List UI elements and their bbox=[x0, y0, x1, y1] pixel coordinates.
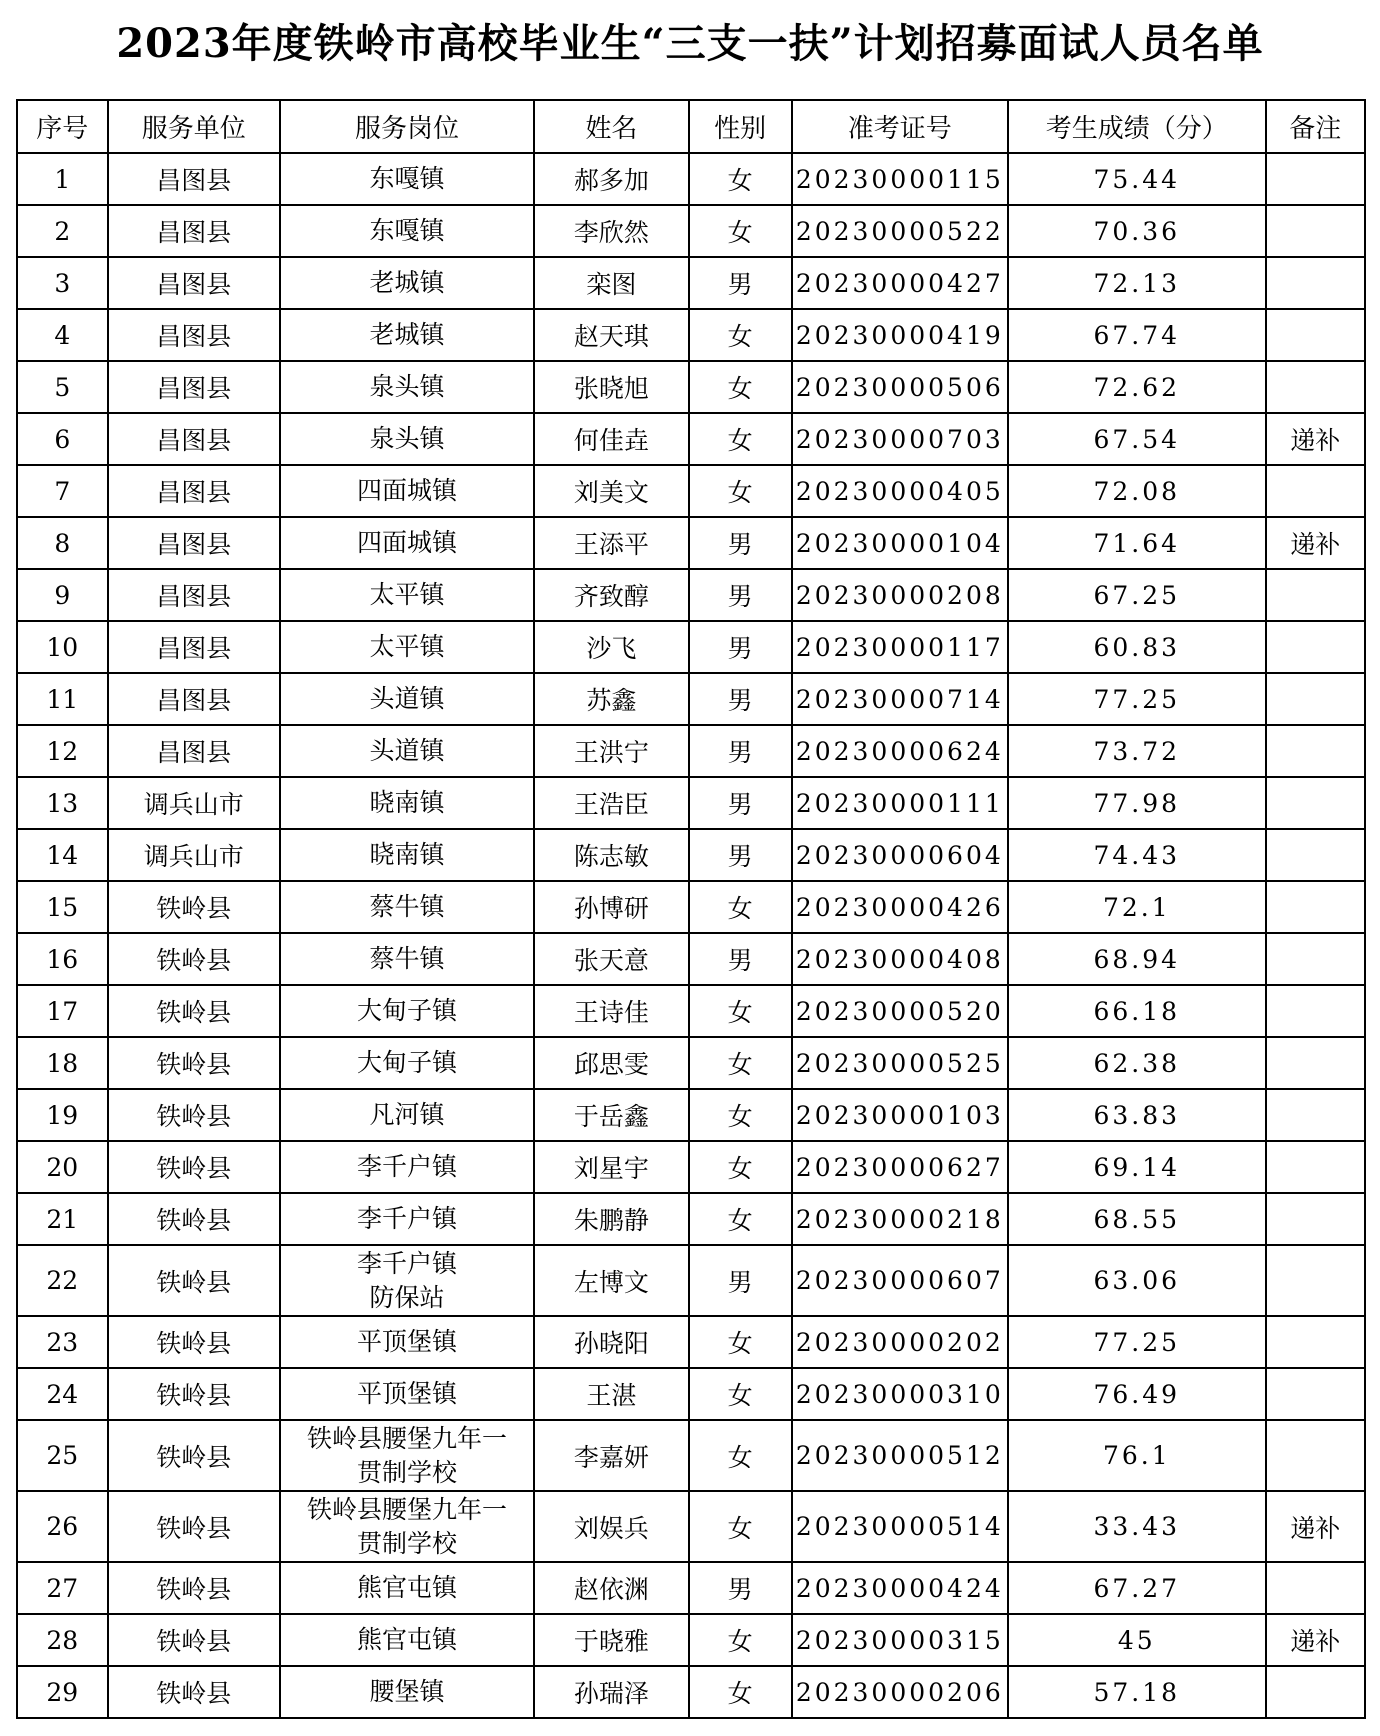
cell-gender: 女 bbox=[689, 1089, 792, 1141]
cell-score: 33.43 bbox=[1008, 1491, 1265, 1562]
cell-note bbox=[1266, 205, 1365, 257]
cell-name: 栾图 bbox=[534, 257, 689, 309]
cell-post: 太平镇 bbox=[280, 621, 534, 673]
cell-exam-no: 20230000604 bbox=[792, 829, 1009, 881]
cell-exam-no: 20230000426 bbox=[792, 881, 1009, 933]
cell-note bbox=[1266, 1368, 1365, 1420]
cell-exam-no: 20230000315 bbox=[792, 1614, 1009, 1666]
table-row bbox=[17, 361, 1365, 413]
cell-exam-no: 20230000514 bbox=[792, 1491, 1009, 1562]
cell-gender: 女 bbox=[689, 465, 792, 517]
header-row bbox=[17, 100, 1365, 153]
cell-score: 72.62 bbox=[1008, 361, 1265, 413]
cell-unit: 铁岭县 bbox=[108, 1491, 280, 1562]
header-exam-no: 准考证号 bbox=[792, 100, 1009, 153]
cell-post: 老城镇 bbox=[280, 309, 534, 361]
cell-unit: 铁岭县 bbox=[108, 881, 280, 933]
page-title: 2023年度铁岭市高校毕业生“三支一扶”计划招募面试人员名单 bbox=[116, 20, 1264, 67]
cell-unit: 昌图县 bbox=[108, 621, 280, 673]
cell-seq: 12 bbox=[17, 725, 108, 777]
cell-unit: 铁岭县 bbox=[108, 1368, 280, 1420]
cell-unit: 铁岭县 bbox=[108, 1562, 280, 1614]
cell-exam-no: 20230000310 bbox=[792, 1368, 1009, 1420]
cell-name: 赵天琪 bbox=[534, 309, 689, 361]
cell-name: 刘娱兵 bbox=[534, 1491, 689, 1562]
cell-note bbox=[1266, 569, 1365, 621]
cell-note bbox=[1266, 465, 1365, 517]
cell-score: 77.25 bbox=[1008, 1316, 1265, 1368]
cell-exam-no: 20230000512 bbox=[792, 1420, 1009, 1491]
cell-score: 68.94 bbox=[1008, 933, 1265, 985]
cell-name: 沙飞 bbox=[534, 621, 689, 673]
cell-unit: 昌图县 bbox=[108, 257, 280, 309]
cell-name: 王洪宁 bbox=[534, 725, 689, 777]
cell-note: 递补 bbox=[1266, 1614, 1365, 1666]
cell-unit: 铁岭县 bbox=[108, 1420, 280, 1491]
cell-gender: 女 bbox=[689, 309, 792, 361]
cell-name: 何佳垚 bbox=[534, 413, 689, 465]
post-line-1: 铁岭县腰堡九年一 bbox=[307, 1494, 508, 1524]
cell-note bbox=[1266, 153, 1365, 205]
cell-gender: 男 bbox=[689, 933, 792, 985]
header-seq: 序号 bbox=[17, 100, 108, 153]
cell-note bbox=[1266, 1245, 1365, 1316]
cell-score: 67.25 bbox=[1008, 569, 1265, 621]
cell-note bbox=[1266, 1037, 1365, 1089]
cell-gender: 男 bbox=[689, 673, 792, 725]
cell-post: 熊官屯镇 bbox=[280, 1562, 534, 1614]
table-row bbox=[17, 1193, 1365, 1245]
post-line-2: 贯制学校 bbox=[357, 1528, 458, 1558]
cell-post: 大甸子镇 bbox=[280, 985, 534, 1037]
cell-gender: 女 bbox=[689, 881, 792, 933]
cell-seq: 27 bbox=[17, 1562, 108, 1614]
cell-score: 72.08 bbox=[1008, 465, 1265, 517]
table-row bbox=[17, 621, 1365, 673]
cell-seq: 2 bbox=[17, 205, 108, 257]
cell-post bbox=[280, 1245, 534, 1316]
cell-name: 王湛 bbox=[534, 1368, 689, 1420]
cell-exam-no: 20230000506 bbox=[792, 361, 1009, 413]
cell-post: 晓南镇 bbox=[280, 829, 534, 881]
cell-name: 朱鹏静 bbox=[534, 1193, 689, 1245]
cell-name: 张晓旭 bbox=[534, 361, 689, 413]
cell-note: 递补 bbox=[1266, 413, 1365, 465]
cell-gender: 女 bbox=[689, 413, 792, 465]
table-row bbox=[17, 309, 1365, 361]
cell-seq: 24 bbox=[17, 1368, 108, 1420]
cell-gender: 女 bbox=[689, 1368, 792, 1420]
cell-score: 70.36 bbox=[1008, 205, 1265, 257]
cell-score: 76.1 bbox=[1008, 1420, 1265, 1491]
table-row bbox=[17, 1316, 1365, 1368]
cell-note bbox=[1266, 1562, 1365, 1614]
cell-name: 赵依渊 bbox=[534, 1562, 689, 1614]
cell-note bbox=[1266, 257, 1365, 309]
cell-post: 凡河镇 bbox=[280, 1089, 534, 1141]
cell-post: 老城镇 bbox=[280, 257, 534, 309]
cell-score: 76.49 bbox=[1008, 1368, 1265, 1420]
cell-gender: 男 bbox=[689, 1245, 792, 1316]
table-row bbox=[17, 1037, 1365, 1089]
cell-unit: 铁岭县 bbox=[108, 1193, 280, 1245]
cell-score: 72.1 bbox=[1008, 881, 1265, 933]
cell-exam-no: 20230000104 bbox=[792, 517, 1009, 569]
table-row bbox=[17, 1245, 1365, 1316]
table-row bbox=[17, 413, 1365, 465]
cell-seq: 29 bbox=[17, 1666, 108, 1718]
cell-seq: 19 bbox=[17, 1089, 108, 1141]
cell-seq: 21 bbox=[17, 1193, 108, 1245]
cell-seq: 20 bbox=[17, 1141, 108, 1193]
cell-gender: 男 bbox=[689, 829, 792, 881]
cell-score: 73.72 bbox=[1008, 725, 1265, 777]
header-gender: 性别 bbox=[689, 100, 792, 153]
cell-name: 邱思雯 bbox=[534, 1037, 689, 1089]
cell-exam-no: 20230000208 bbox=[792, 569, 1009, 621]
cell-name: 孙晓阳 bbox=[534, 1316, 689, 1368]
cell-exam-no: 20230000202 bbox=[792, 1316, 1009, 1368]
cell-note bbox=[1266, 1316, 1365, 1368]
table-row bbox=[17, 829, 1365, 881]
cell-note bbox=[1266, 829, 1365, 881]
cell-exam-no: 20230000408 bbox=[792, 933, 1009, 985]
cell-seq: 16 bbox=[17, 933, 108, 985]
cell-note bbox=[1266, 309, 1365, 361]
post-line-2: 防保站 bbox=[369, 1282, 445, 1312]
cell-post: 蔡牛镇 bbox=[280, 933, 534, 985]
cell-exam-no: 20230000115 bbox=[792, 153, 1009, 205]
table-row bbox=[17, 569, 1365, 621]
cell-gender: 女 bbox=[689, 1420, 792, 1491]
table-row bbox=[17, 517, 1365, 569]
cell-name: 刘美文 bbox=[534, 465, 689, 517]
cell-post: 熊官屯镇 bbox=[280, 1614, 534, 1666]
cell-score: 62.38 bbox=[1008, 1037, 1265, 1089]
cell-gender: 女 bbox=[689, 985, 792, 1037]
cell-score: 67.27 bbox=[1008, 1562, 1265, 1614]
cell-seq: 9 bbox=[17, 569, 108, 621]
cell-unit: 调兵山市 bbox=[108, 829, 280, 881]
cell-unit: 铁岭县 bbox=[108, 1316, 280, 1368]
cell-note bbox=[1266, 1141, 1365, 1193]
cell-exam-no: 20230000714 bbox=[792, 673, 1009, 725]
table-row bbox=[17, 1420, 1365, 1491]
cell-note bbox=[1266, 725, 1365, 777]
cell-unit: 铁岭县 bbox=[108, 985, 280, 1037]
cell-name: 左博文 bbox=[534, 1245, 689, 1316]
cell-exam-no: 20230000206 bbox=[792, 1666, 1009, 1718]
table-row bbox=[17, 985, 1365, 1037]
cell-seq: 8 bbox=[17, 517, 108, 569]
cell-gender: 女 bbox=[689, 1037, 792, 1089]
cell-unit: 昌图县 bbox=[108, 725, 280, 777]
cell-seq: 28 bbox=[17, 1614, 108, 1666]
cell-name: 于岳鑫 bbox=[534, 1089, 689, 1141]
table-row bbox=[17, 1141, 1365, 1193]
cell-name: 李嘉妍 bbox=[534, 1420, 689, 1491]
cell-unit: 铁岭县 bbox=[108, 1141, 280, 1193]
cell-name: 张天意 bbox=[534, 933, 689, 985]
cell-gender: 男 bbox=[689, 725, 792, 777]
cell-exam-no: 20230000703 bbox=[792, 413, 1009, 465]
cell-note bbox=[1266, 881, 1365, 933]
cell-unit: 昌图县 bbox=[108, 517, 280, 569]
cell-post: 四面城镇 bbox=[280, 517, 534, 569]
cell-note bbox=[1266, 621, 1365, 673]
table-row bbox=[17, 1614, 1365, 1666]
cell-exam-no: 20230000218 bbox=[792, 1193, 1009, 1245]
cell-seq: 10 bbox=[17, 621, 108, 673]
cell-gender: 女 bbox=[689, 1193, 792, 1245]
cell-unit: 昌图县 bbox=[108, 205, 280, 257]
cell-post: 蔡牛镇 bbox=[280, 881, 534, 933]
table-row bbox=[17, 1562, 1365, 1614]
cell-exam-no: 20230000117 bbox=[792, 621, 1009, 673]
cell-note bbox=[1266, 985, 1365, 1037]
cell-gender: 男 bbox=[689, 777, 792, 829]
cell-unit: 昌图县 bbox=[108, 465, 280, 517]
cell-seq: 25 bbox=[17, 1420, 108, 1491]
cell-seq: 14 bbox=[17, 829, 108, 881]
cell-exam-no: 20230000522 bbox=[792, 205, 1009, 257]
cell-gender: 男 bbox=[689, 621, 792, 673]
cell-note bbox=[1266, 1420, 1365, 1491]
cell-post: 四面城镇 bbox=[280, 465, 534, 517]
cell-name: 王诗佳 bbox=[534, 985, 689, 1037]
cell-post: 李千户镇 bbox=[280, 1193, 534, 1245]
cell-seq: 6 bbox=[17, 413, 108, 465]
cell-gender: 男 bbox=[689, 1562, 792, 1614]
cell-seq: 5 bbox=[17, 361, 108, 413]
header-post: 服务岗位 bbox=[280, 100, 534, 153]
cell-note: 递补 bbox=[1266, 517, 1365, 569]
cell-unit: 昌图县 bbox=[108, 413, 280, 465]
cell-exam-no: 20230000419 bbox=[792, 309, 1009, 361]
cell-unit: 铁岭县 bbox=[108, 1245, 280, 1316]
cell-unit: 昌图县 bbox=[108, 569, 280, 621]
post-line-2: 贯制学校 bbox=[357, 1457, 458, 1487]
cell-gender: 男 bbox=[689, 257, 792, 309]
cell-seq: 26 bbox=[17, 1491, 108, 1562]
cell-score: 77.98 bbox=[1008, 777, 1265, 829]
cell-note bbox=[1266, 1089, 1365, 1141]
cell-note bbox=[1266, 361, 1365, 413]
table-row bbox=[17, 881, 1365, 933]
cell-score: 69.14 bbox=[1008, 1141, 1265, 1193]
cell-post: 晓南镇 bbox=[280, 777, 534, 829]
cell-gender: 男 bbox=[689, 517, 792, 569]
cell-score: 67.54 bbox=[1008, 413, 1265, 465]
cell-gender: 女 bbox=[689, 1491, 792, 1562]
cell-post: 平顶堡镇 bbox=[280, 1368, 534, 1420]
cell-note bbox=[1266, 673, 1365, 725]
cell-note: 递补 bbox=[1266, 1491, 1365, 1562]
cell-unit: 铁岭县 bbox=[108, 1614, 280, 1666]
cell-post: 泉头镇 bbox=[280, 413, 534, 465]
cell-seq: 17 bbox=[17, 985, 108, 1037]
cell-post: 平顶堡镇 bbox=[280, 1316, 534, 1368]
cell-post: 太平镇 bbox=[280, 569, 534, 621]
cell-gender: 女 bbox=[689, 205, 792, 257]
cell-exam-no: 20230000624 bbox=[792, 725, 1009, 777]
cell-post: 头道镇 bbox=[280, 673, 534, 725]
cell-seq: 18 bbox=[17, 1037, 108, 1089]
cell-score: 60.83 bbox=[1008, 621, 1265, 673]
cell-score: 75.44 bbox=[1008, 153, 1265, 205]
header-note: 备注 bbox=[1266, 100, 1365, 153]
cell-gender: 女 bbox=[689, 1614, 792, 1666]
cell-gender: 男 bbox=[689, 569, 792, 621]
table-row bbox=[17, 933, 1365, 985]
cell-post: 大甸子镇 bbox=[280, 1037, 534, 1089]
cell-name: 齐致醇 bbox=[534, 569, 689, 621]
cell-score: 68.55 bbox=[1008, 1193, 1265, 1245]
post-line-1: 铁岭县腰堡九年一 bbox=[307, 1423, 508, 1453]
cell-exam-no: 20230000607 bbox=[792, 1245, 1009, 1316]
cell-post: 头道镇 bbox=[280, 725, 534, 777]
table-row bbox=[17, 465, 1365, 517]
cell-name: 郝多加 bbox=[534, 153, 689, 205]
cell-name: 刘星宇 bbox=[534, 1141, 689, 1193]
cell-gender: 女 bbox=[689, 361, 792, 413]
cell-seq: 15 bbox=[17, 881, 108, 933]
cell-unit: 昌图县 bbox=[108, 309, 280, 361]
header-score: 考生成绩（分） bbox=[1008, 100, 1265, 153]
cell-score: 71.64 bbox=[1008, 517, 1265, 569]
table-row bbox=[17, 777, 1365, 829]
cell-name: 苏鑫 bbox=[534, 673, 689, 725]
cell-seq: 3 bbox=[17, 257, 108, 309]
cell-post: 腰堡镇 bbox=[280, 1666, 534, 1718]
cell-unit: 昌图县 bbox=[108, 153, 280, 205]
cell-post: 东嘎镇 bbox=[280, 153, 534, 205]
table-row bbox=[17, 205, 1365, 257]
cell-note bbox=[1266, 777, 1365, 829]
cell-post: 李千户镇 bbox=[280, 1141, 534, 1193]
cell-gender: 女 bbox=[689, 1666, 792, 1718]
cell-unit: 昌图县 bbox=[108, 673, 280, 725]
cell-seq: 11 bbox=[17, 673, 108, 725]
cell-gender: 女 bbox=[689, 1316, 792, 1368]
table-row bbox=[17, 257, 1365, 309]
cell-note bbox=[1266, 1666, 1365, 1718]
cell-exam-no: 20230000405 bbox=[792, 465, 1009, 517]
cell-score: 66.18 bbox=[1008, 985, 1265, 1037]
cell-score: 57.18 bbox=[1008, 1666, 1265, 1718]
cell-name: 于晓雅 bbox=[534, 1614, 689, 1666]
cell-score: 63.83 bbox=[1008, 1089, 1265, 1141]
cell-note bbox=[1266, 1193, 1365, 1245]
cell-gender: 女 bbox=[689, 1141, 792, 1193]
cell-score: 77.25 bbox=[1008, 673, 1265, 725]
table-row bbox=[17, 1368, 1365, 1420]
table-row bbox=[17, 1666, 1365, 1718]
cell-exam-no: 20230000427 bbox=[792, 257, 1009, 309]
cell-gender: 女 bbox=[689, 153, 792, 205]
cell-seq: 4 bbox=[17, 309, 108, 361]
cell-score: 63.06 bbox=[1008, 1245, 1265, 1316]
table-row bbox=[17, 1491, 1365, 1562]
cell-score: 74.43 bbox=[1008, 829, 1265, 881]
cell-exam-no: 20230000424 bbox=[792, 1562, 1009, 1614]
cell-post: 泉头镇 bbox=[280, 361, 534, 413]
cell-seq: 13 bbox=[17, 777, 108, 829]
cell-seq: 1 bbox=[17, 153, 108, 205]
cell-post bbox=[280, 1420, 534, 1491]
header-name: 姓名 bbox=[534, 100, 689, 153]
cell-name: 王浩臣 bbox=[534, 777, 689, 829]
cell-name: 陈志敏 bbox=[534, 829, 689, 881]
cell-exam-no: 20230000111 bbox=[792, 777, 1009, 829]
cell-note bbox=[1266, 933, 1365, 985]
cell-seq: 7 bbox=[17, 465, 108, 517]
cell-unit: 铁岭县 bbox=[108, 1089, 280, 1141]
header-unit: 服务单位 bbox=[108, 100, 280, 153]
cell-score: 67.74 bbox=[1008, 309, 1265, 361]
roster-table bbox=[16, 99, 1366, 1719]
cell-unit: 昌图县 bbox=[108, 361, 280, 413]
cell-post bbox=[280, 1491, 534, 1562]
table-row bbox=[17, 673, 1365, 725]
cell-name: 李欣然 bbox=[534, 205, 689, 257]
cell-post: 东嘎镇 bbox=[280, 205, 534, 257]
post-line-1: 李千户镇 bbox=[357, 1248, 458, 1278]
cell-exam-no: 20230000627 bbox=[792, 1141, 1009, 1193]
roster-body bbox=[17, 153, 1365, 1718]
cell-exam-no: 20230000525 bbox=[792, 1037, 1009, 1089]
cell-unit: 铁岭县 bbox=[108, 1037, 280, 1089]
cell-exam-no: 20230000103 bbox=[792, 1089, 1009, 1141]
cell-name: 孙博研 bbox=[534, 881, 689, 933]
cell-unit: 调兵山市 bbox=[108, 777, 280, 829]
cell-unit: 铁岭县 bbox=[108, 1666, 280, 1718]
table-row bbox=[17, 725, 1365, 777]
cell-unit: 铁岭县 bbox=[108, 933, 280, 985]
cell-score: 45 bbox=[1008, 1614, 1265, 1666]
cell-exam-no: 20230000520 bbox=[792, 985, 1009, 1037]
cell-seq: 22 bbox=[17, 1245, 108, 1316]
cell-seq: 23 bbox=[17, 1316, 108, 1368]
table-row bbox=[17, 1089, 1365, 1141]
table-row bbox=[17, 153, 1365, 205]
cell-score: 72.13 bbox=[1008, 257, 1265, 309]
cell-name: 王添平 bbox=[534, 517, 689, 569]
cell-name: 孙瑞泽 bbox=[534, 1666, 689, 1718]
